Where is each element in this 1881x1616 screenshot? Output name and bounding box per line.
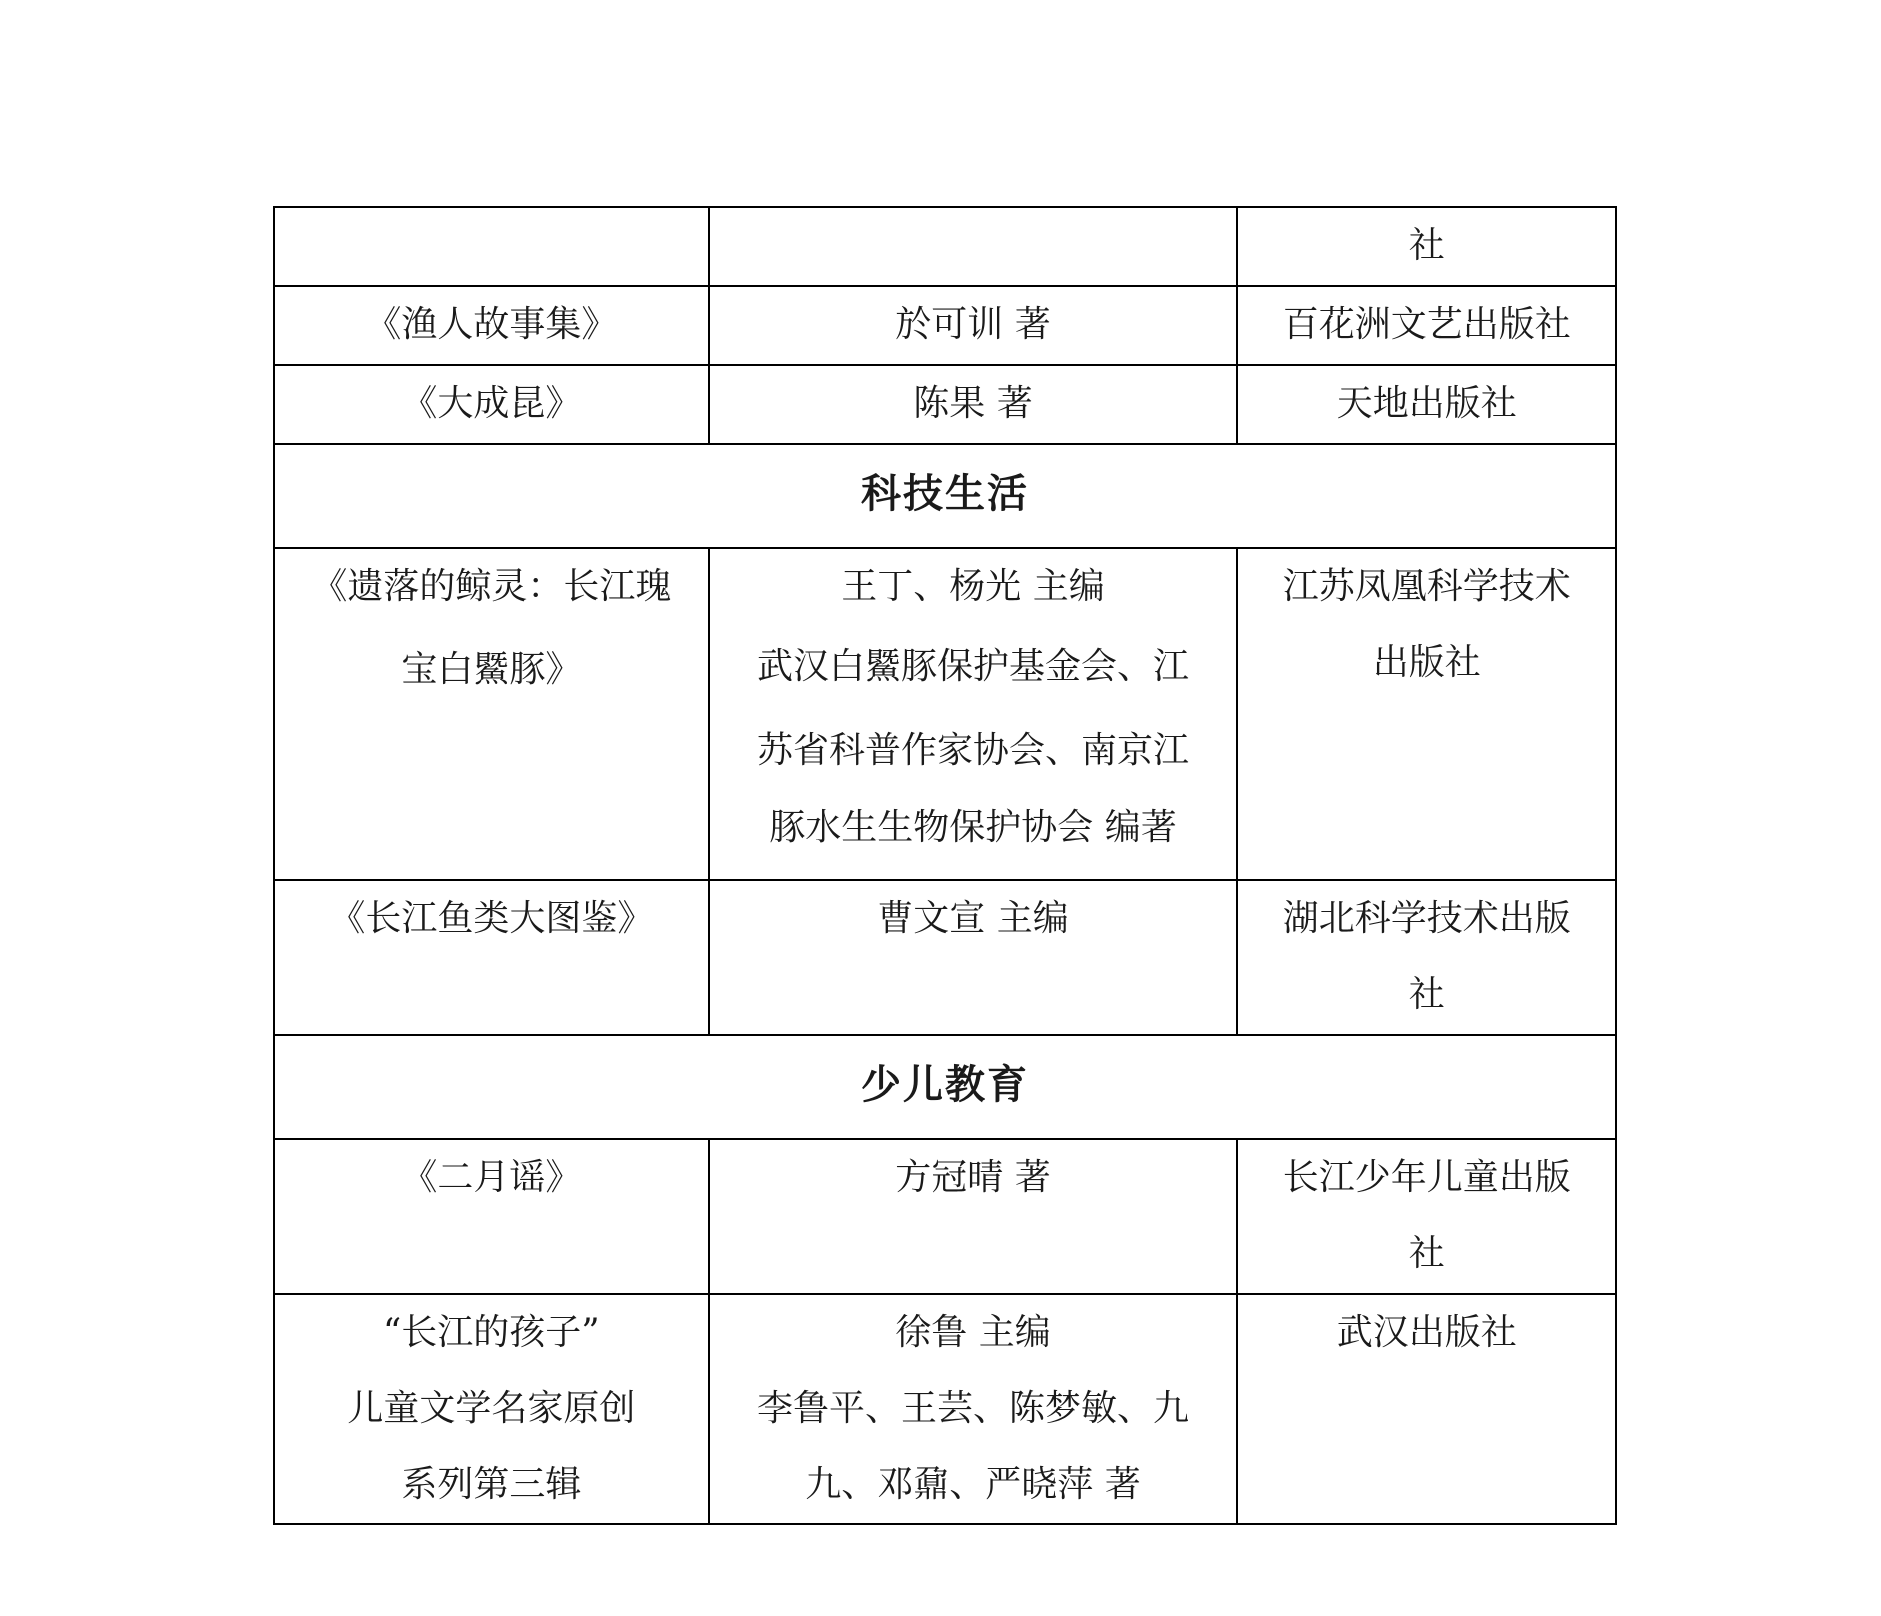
- author-text: 陈果 著: [913, 383, 1033, 424]
- publisher-line: 社: [1408, 1233, 1445, 1274]
- section-heading: 科技生活: [861, 471, 1029, 517]
- publisher-cell: [1237, 1294, 1616, 1524]
- author-text: 方冠晴 著: [895, 1157, 1051, 1198]
- table-row: [274, 207, 1616, 286]
- title-cell: [274, 286, 709, 365]
- title-cell: [274, 1139, 709, 1294]
- author-cell: [709, 286, 1238, 365]
- author-text: 於可训 著: [895, 304, 1051, 345]
- publisher-line: 江苏凤凰科学技术: [1282, 566, 1571, 607]
- title-cell: [274, 1294, 709, 1524]
- book-title: 《长江鱼类大图鉴》: [329, 898, 654, 939]
- book-title-line: 系列第三辑: [401, 1464, 582, 1505]
- author-line: 九、邓鼐、严晓萍 著: [805, 1464, 1141, 1505]
- publisher-line: 湖北科学技术出版: [1282, 898, 1571, 939]
- title-cell: [274, 207, 709, 286]
- publisher-cell: [1237, 1139, 1616, 1294]
- table-row: [274, 365, 1616, 444]
- publisher-text: 社: [1408, 225, 1445, 266]
- author-cell: [709, 880, 1238, 1035]
- publisher-cell: [1237, 207, 1616, 286]
- publisher-text: 百花洲文艺出版社: [1282, 304, 1571, 345]
- table-row: [274, 286, 1616, 365]
- table-row: [274, 1294, 1616, 1524]
- section-heading: 少儿教育: [861, 1062, 1029, 1108]
- author-line: 武汉白鱀豚保护基金会、江: [757, 646, 1190, 687]
- author-cell: [709, 1294, 1238, 1524]
- table-row: [274, 880, 1616, 1035]
- author-line: 豚水生生物保护协会 编著: [769, 807, 1177, 848]
- author-line: 王丁、杨光 主编: [841, 566, 1105, 607]
- section-heading-cell: [274, 444, 1616, 548]
- author-line: 李鲁平、王芸、陈梦敏、九: [757, 1388, 1190, 1429]
- section-heading-cell: [274, 1035, 1616, 1139]
- book-title: 《二月谣》: [401, 1157, 582, 1198]
- title-cell: [274, 880, 709, 1035]
- book-title-line: 宝白鱀豚》: [401, 649, 582, 690]
- author-line: 苏省科普作家协会、南京江: [757, 730, 1190, 771]
- book-title-line: 《遗落的鲸灵：长江瑰: [311, 566, 672, 607]
- publisher-cell: [1237, 286, 1616, 365]
- title-cell: [274, 365, 709, 444]
- book-title: 《渔人故事集》: [365, 304, 618, 345]
- section-heading-row: [274, 1035, 1616, 1139]
- book-title: 《大成昆》: [401, 383, 582, 424]
- book-title-line: “长江的孩子”: [382, 1312, 600, 1353]
- book-list-table: [273, 206, 1617, 1525]
- table-row: [274, 1139, 1616, 1294]
- publisher-line: 社: [1408, 974, 1445, 1015]
- section-heading-row: [274, 444, 1616, 548]
- author-line: 徐鲁 主编: [895, 1312, 1051, 1353]
- publisher-cell: [1237, 548, 1616, 880]
- author-cell: [709, 207, 1238, 286]
- title-cell: [274, 548, 709, 880]
- publisher-cell: [1237, 365, 1616, 444]
- book-title-line: 儿童文学名家原创: [347, 1388, 636, 1429]
- publisher-text: 天地出版社: [1336, 383, 1517, 424]
- author-text: 曹文宣 主编: [877, 898, 1069, 939]
- publisher-line: 出版社: [1372, 642, 1481, 683]
- publisher-text: 武汉出版社: [1336, 1312, 1517, 1353]
- author-cell: [709, 365, 1238, 444]
- publisher-cell: [1237, 880, 1616, 1035]
- author-cell: [709, 548, 1238, 880]
- table-row: [274, 548, 1616, 880]
- author-cell: [709, 1139, 1238, 1294]
- publisher-line: 长江少年儿童出版: [1282, 1157, 1571, 1198]
